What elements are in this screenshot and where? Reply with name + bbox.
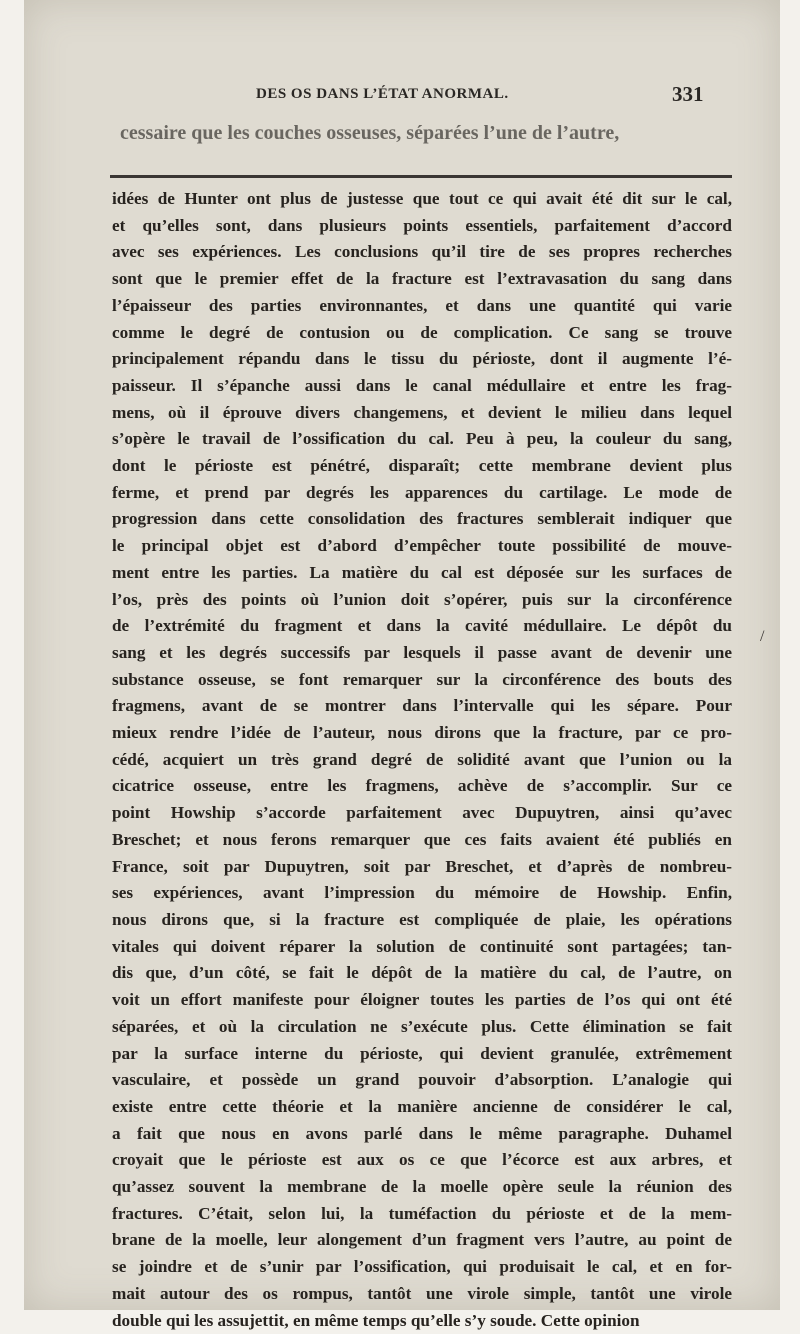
text-line: le principal objet est d’abord d’empêcher toute possibilité de mouve-	[112, 536, 732, 556]
text-line: dis que, d’un côté, se fait le dépôt de la matière du cal, de l’autre, on	[112, 963, 732, 983]
text-line: l’épaisseur des parties environnantes, et dans une quantité qui varie	[112, 295, 732, 315]
text-line: avec ses expériences. Les conclusions qu’il tire de ses propres recherches	[112, 242, 732, 262]
header-rule	[110, 175, 732, 178]
text-line: fractures. C’était, selon lui, la tuméfaction du périoste et de la mem-	[112, 1203, 732, 1223]
text-line: Breschet; et nous ferons remarquer que ces faits avaient été publiés en	[112, 829, 732, 849]
text-line: cicatrice osseuse, entre les fragmens, achève de s’accomplir. Sur ce	[112, 776, 732, 796]
text-line: existe entre cette théorie et la manière ancienne de considérer le cal,	[112, 1096, 732, 1116]
text-line: comme le degré de contusion ou de complication. Ce sang se trouve	[112, 322, 732, 342]
text-line: sang et les degrés successifs par lesquels il passe avant de devenir une	[112, 642, 732, 662]
text-line: paisseur. Il s’épanche aussi dans le canal médullaire et entre les frag-	[112, 375, 732, 395]
text-line: par la surface interne du périoste, qui devient granulée, extrêmement	[112, 1043, 732, 1063]
text-line: de l’extrémité du fragment et dans la cavité médullaire. Le dépôt du	[112, 616, 732, 636]
text-line: mens, où il éprouve divers changemens, et devient le milieu dans lequel	[112, 402, 732, 422]
text-line: substance osseuse, se font remarquer sur la circonférence des bouts des	[112, 669, 732, 689]
margin-mark: /	[760, 628, 765, 645]
bleed-through-line: cessaire que les couches osseuses, séparées l’une de l’autre,	[120, 122, 620, 144]
text-line: dont le périoste est pénétré, disparaît; cette membrane devient plus	[112, 456, 732, 476]
text-line: brane de la moelle, leur alongement d’un fragment vers l’autre, au point de	[112, 1230, 732, 1250]
text-line: point Howship s’accorde parfaitement avec Dupuytren, ainsi qu’avec	[112, 803, 732, 823]
text-line: se joindre et de s’unir par l’ossification, qui produisait le cal, et en for-	[112, 1257, 732, 1277]
text-line: France, soit par Dupuytren, soit par Breschet, et d’après de nombreu-	[112, 856, 732, 876]
text-line: ferme, et prend par degrés les apparences du cartilage. Le mode de	[112, 482, 732, 502]
text-line: vasculaire, et possède un grand pouvoir d’absorption. L’analogie qui	[112, 1070, 732, 1090]
page-number: 331	[672, 82, 704, 106]
text-line: principalement répandu dans le tissu du périoste, dont il augmente l’é-	[112, 349, 732, 369]
text-line: l’os, près des points où l’union doit s’opérer, puis sur la circonférence	[112, 589, 732, 609]
text-line: ment entre les parties. La matière du cal est déposée sur les surfaces de	[112, 562, 732, 582]
text-line: vitales qui doivent réparer la solution de continuité sont partagées; tan-	[112, 936, 732, 956]
body-text	[112, 186, 732, 1334]
text-line: mieux rendre l’idée de l’auteur, nous dirons que la fracture, par ce pro-	[112, 723, 732, 743]
book-page	[24, 0, 780, 1330]
text-line: fragmens, avant de se montrer dans l’intervalle qui les sépare. Pour	[112, 696, 732, 716]
text-line: ses expériences, avant l’impression du mémoire de Howship. Enfin,	[112, 883, 732, 903]
text-line: et qu’elles sont, dans plusieurs points essentiels, parfaitement d’accord	[112, 215, 732, 235]
text-line: voit un effort manifeste pour éloigner toutes les parties de l’os qui ont été	[112, 990, 732, 1010]
text-line: nous dirons que, si la fracture est compliquée de plaie, les opérations	[112, 909, 732, 929]
text-line: a fait que nous en avons parlé dans le même paragraphe. Duhamel	[112, 1123, 732, 1143]
text-line: mait autour des os rompus, tantôt une virole simple, tantôt une virole	[112, 1283, 732, 1303]
text-line: qu’assez souvent la membrane de la moelle opère seule la réunion des	[112, 1177, 732, 1197]
text-line: séparées, et où la circulation ne s’exécute plus. Cette élimination se fait	[112, 1016, 732, 1036]
text-line: cédé, acquiert un très grand degré de solidité avant que l’union ou la	[112, 749, 732, 769]
text-line: double qui les assujettit, en même temps qu’elle s’y soude. Cette opinion	[112, 1310, 640, 1330]
text-line: s’opère le travail de l’ossification du cal. Peu à peu, la couleur du sang,	[112, 429, 732, 449]
running-title: DES OS DANS L’ÉTAT ANORMAL.	[256, 86, 509, 102]
text-line: sont que le premier effet de la fracture est l’extravasation du sang dans	[112, 269, 732, 289]
text-line: idées de Hunter ont plus de justesse que tout ce qui avait été dit sur le cal,	[112, 189, 732, 208]
text-line: croyait que le périoste est aux os ce que l’écorce est aux arbres, et	[112, 1150, 732, 1170]
text-line: progression dans cette consolidation des fractures semblerait indiquer que	[112, 509, 732, 529]
